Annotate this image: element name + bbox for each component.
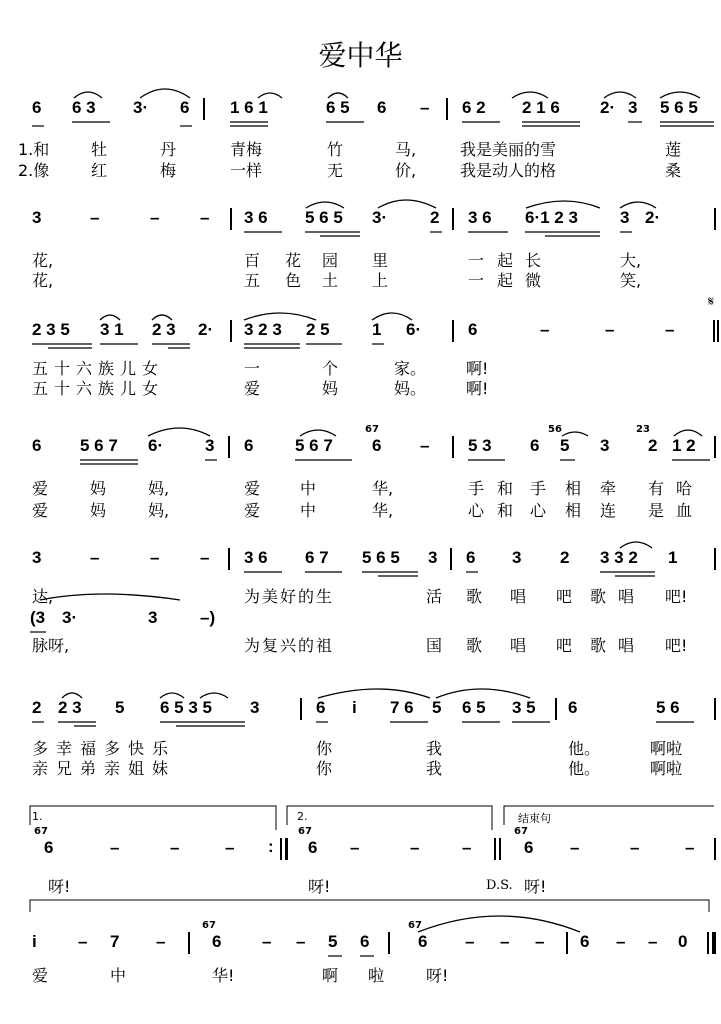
note: i: [32, 932, 37, 951]
lyric: 土: [322, 271, 339, 290]
final-barline-thick: [712, 932, 716, 954]
staff-system-5: [0, 548, 721, 588]
lyrics-verse-2: [0, 756, 721, 778]
note-group: 3 6: [468, 208, 492, 227]
dash: –: [156, 932, 166, 951]
note-group: 6 5: [462, 698, 486, 717]
dash: –: [570, 838, 580, 857]
barline: [714, 698, 716, 720]
lyric: 唱: [510, 587, 527, 606]
note: 6: [44, 838, 54, 857]
lyric: 相: [565, 479, 582, 498]
note: 3: [600, 436, 610, 455]
lyric: 华,: [372, 501, 394, 520]
lyric: 啊!: [466, 359, 489, 378]
note: 6: [212, 932, 222, 951]
note: 5: [432, 698, 442, 717]
lyric: 你: [316, 739, 333, 758]
lyric: 妈: [322, 379, 339, 398]
staff-system-7: [0, 826, 721, 878]
lyric: 一: [468, 271, 485, 290]
note-group: 5 6 5: [305, 208, 343, 227]
dash: –: [90, 548, 100, 567]
lyric: 我是美丽的雪: [460, 140, 557, 159]
lyric: 爱: [244, 479, 261, 498]
grace-note: 67: [34, 826, 48, 837]
lyric: 价,: [395, 161, 417, 180]
lyric: 爱: [32, 479, 49, 498]
lyric: 他。: [568, 739, 601, 758]
note: 6: [580, 932, 590, 951]
lyric: 妈: [90, 501, 107, 520]
note-group: 5 6 5: [660, 98, 698, 117]
note: 3: [148, 608, 158, 627]
dash: –: [605, 320, 615, 339]
lyric: 心: [530, 501, 547, 520]
note: 3: [628, 98, 638, 117]
staff-system-4: [0, 424, 721, 476]
dash: –: [150, 208, 160, 227]
dash: –: [648, 932, 658, 951]
lyric: 马,: [395, 140, 417, 159]
lyric: 笑,: [620, 271, 642, 290]
lyric: 中: [110, 966, 127, 985]
note: 6: [466, 548, 476, 567]
segno-sign: 𝄋: [708, 294, 715, 310]
note-group: 5 6 7: [295, 436, 333, 455]
dash: –: [150, 548, 160, 567]
lyric: 歌: [466, 587, 483, 606]
grace-note: 67: [365, 424, 379, 435]
lyric: 你: [316, 759, 333, 778]
note-group: 3 6: [244, 548, 268, 567]
barline: [300, 698, 302, 720]
note-group: 5 6: [656, 698, 680, 717]
lyrics-verse-2: [0, 498, 721, 520]
barline: [714, 838, 716, 860]
lyric: 妈。: [394, 379, 427, 398]
note: 3: [32, 548, 42, 567]
lyric: 多幸福多快乐: [32, 739, 177, 758]
note: (3: [30, 608, 46, 627]
barline: [499, 838, 501, 860]
dash: –: [630, 838, 640, 857]
lyric: 连: [600, 501, 617, 520]
lyric: 唱: [618, 587, 635, 606]
lyric: 是: [648, 501, 665, 520]
lyric: 妈,: [148, 479, 170, 498]
note: 6: [32, 436, 42, 455]
grace-note: 56: [548, 424, 562, 435]
note-group: 1 2: [672, 436, 696, 455]
note: 6: [530, 436, 540, 455]
lyric: 呀!: [308, 877, 331, 896]
note: 6·: [148, 436, 164, 455]
barline: [188, 932, 190, 954]
lyric: 他。: [568, 759, 601, 778]
lyric: 微: [525, 271, 542, 290]
staff-system-1: [0, 98, 721, 138]
lyric: 唱: [510, 636, 527, 655]
barline: [228, 548, 230, 570]
lyrics-verse-2: [0, 633, 721, 655]
grace-note: 67: [202, 920, 216, 931]
dash: –: [462, 838, 472, 857]
lyric: 和: [497, 479, 514, 498]
barline: [450, 548, 452, 570]
lyric: 家。: [394, 359, 427, 378]
note: i: [352, 698, 357, 717]
lyric: 歌: [590, 636, 607, 655]
lyric: 歌: [590, 587, 607, 606]
lyric: 梅: [160, 161, 177, 180]
lyric: 桑: [665, 161, 682, 180]
lyric: 手: [530, 479, 547, 498]
lyric: 长: [525, 251, 542, 270]
lyrics-verse-1: [0, 736, 721, 758]
lyric: 相: [565, 501, 582, 520]
note-group: 5 6 5: [362, 548, 400, 567]
lyric: 妈,: [148, 501, 170, 520]
note-group: 3 5: [512, 698, 536, 717]
lyric: 花,: [32, 271, 54, 290]
lyric: 血: [676, 501, 693, 520]
dash: –: [420, 98, 430, 117]
lyric: 五十六族儿女: [32, 379, 165, 398]
note-group: 2 3: [152, 320, 176, 339]
barline: [388, 932, 390, 954]
lyric: 牵: [600, 479, 617, 498]
verse-label: 1.和: [18, 140, 50, 159]
lyric: 为美好的生: [244, 587, 335, 606]
lyric: 爱: [32, 501, 49, 520]
barline: [714, 208, 716, 230]
volta-label-coda: 结束句: [518, 812, 551, 825]
lyric: 五十六族儿女: [32, 359, 165, 378]
lyric: 脉呀,: [32, 636, 70, 655]
barline: [230, 208, 232, 230]
dash: –: [170, 838, 180, 857]
note: 5: [328, 932, 338, 951]
note-group: 1 6 1: [230, 98, 268, 117]
staff-system-6: [0, 698, 721, 738]
lyric: 吧!: [665, 636, 688, 655]
lyric: 哈: [676, 479, 693, 498]
note: 3: [250, 698, 260, 717]
lyric: 爱: [32, 966, 49, 985]
lyric: 吧: [556, 587, 573, 606]
repeat-end-sign: :: [268, 837, 274, 856]
dash: –: [410, 838, 420, 857]
lyric: 吧!: [665, 587, 688, 606]
note: 2: [430, 208, 440, 227]
lyric: 花: [285, 251, 302, 270]
note: 3: [32, 208, 42, 227]
barline: [714, 436, 716, 458]
lyric: 为复兴的祖: [244, 636, 335, 655]
barline: [555, 698, 557, 720]
note-group: 3 2 3: [244, 320, 282, 339]
lyric: 里: [372, 251, 389, 270]
dash: –: [200, 208, 210, 227]
lyric: 百: [244, 251, 261, 270]
dash: –: [350, 838, 360, 857]
note: 2: [32, 698, 42, 717]
lyric: 呀!: [426, 966, 449, 985]
dash: –: [78, 932, 88, 951]
dash: –: [540, 320, 550, 339]
note: 2: [560, 548, 570, 567]
note: 6: [32, 98, 42, 117]
note-group: 6 7: [305, 548, 329, 567]
note: 6: [360, 932, 370, 951]
note-group: 2 5: [306, 320, 330, 339]
note: 6: [418, 932, 428, 951]
dash: –: [665, 320, 675, 339]
note: 1: [372, 320, 382, 339]
lyrics-verse-2: [0, 158, 721, 180]
note-group: 5 3: [468, 436, 492, 455]
final-barline-thin: [707, 932, 709, 954]
lyric: 爱: [244, 501, 261, 520]
note: 3: [620, 208, 630, 227]
note: 6: [377, 98, 387, 117]
note: 3·: [372, 208, 388, 227]
note: –): [200, 608, 216, 627]
lyric: 妈: [90, 479, 107, 498]
lyric: 国: [426, 636, 443, 655]
dash: –: [420, 436, 430, 455]
note: 6: [308, 838, 318, 857]
barline: [446, 98, 448, 120]
lyric: 我是动人的格: [460, 161, 557, 180]
barline: [280, 838, 282, 860]
lyric: 我: [426, 759, 443, 778]
barline: [228, 436, 230, 458]
lyric: 牡: [91, 140, 108, 159]
note-group: 6 5: [326, 98, 350, 117]
note-group: 6 3: [72, 98, 96, 117]
note: 7: [110, 932, 120, 951]
lyrics-verse-2: [0, 268, 721, 290]
dash: –: [535, 932, 545, 951]
note: 1: [668, 548, 678, 567]
note: 6: [524, 838, 534, 857]
volta-label-2: 2.: [297, 810, 308, 823]
dash: –: [90, 208, 100, 227]
lyrics-verse-1: [0, 584, 721, 606]
lyric: 吧: [556, 636, 573, 655]
note: 2·: [645, 208, 661, 227]
lyric: 心: [468, 501, 485, 520]
note-group: 2 3: [58, 698, 82, 717]
dash: –: [225, 838, 235, 857]
barline: [285, 838, 288, 860]
grace-note: 67: [298, 826, 312, 837]
lyric: 呀!: [48, 877, 71, 896]
barline: [452, 436, 454, 458]
lyric: 五: [244, 271, 261, 290]
lyric: 上: [372, 271, 389, 290]
lyric: 我: [426, 739, 443, 758]
lyric: 啊啦: [650, 759, 683, 778]
barline: [203, 98, 205, 120]
barline: [713, 320, 715, 342]
lyric: 红: [91, 161, 108, 180]
dash: –: [616, 932, 626, 951]
lyrics-verse-1: [0, 248, 721, 270]
staff-system-3: [0, 294, 721, 360]
barline: [717, 320, 719, 342]
lyric: 唱: [618, 636, 635, 655]
lyric: 色: [285, 271, 302, 290]
note-group: 6 2: [462, 98, 486, 117]
verse-label: 2.像: [18, 161, 50, 180]
lyric: 竹: [327, 140, 344, 159]
note-group: 7 6: [390, 698, 414, 717]
grace-note: 23: [636, 424, 650, 435]
note: 3: [205, 436, 215, 455]
note-group: 6·1 2 3: [525, 208, 578, 227]
dash: –: [685, 838, 695, 857]
lyric: 达,: [32, 587, 54, 606]
note: 6: [568, 698, 578, 717]
lyric: 华!: [212, 966, 235, 985]
note-group: 3 3 2: [600, 548, 638, 567]
grace-note: 67: [408, 920, 422, 931]
lyric: 啊: [322, 966, 339, 985]
note: 6: [468, 320, 478, 339]
lyrics-verse-1: [0, 137, 721, 159]
note: 3: [428, 548, 438, 567]
dash: –: [500, 932, 510, 951]
lyric: 莲: [665, 140, 682, 159]
lyric: 园: [322, 251, 339, 270]
lyric: 活: [426, 587, 443, 606]
dal-segno-mark: D.S.: [486, 878, 513, 893]
lyric: 呀!: [524, 877, 547, 896]
grace-note: 67: [514, 826, 528, 837]
note-group: 6 5 3 5: [160, 698, 212, 717]
lyrics-verse-1: [0, 476, 721, 498]
note: 6: [180, 98, 190, 117]
note-group: 2 1 6: [522, 98, 560, 117]
note: 6: [316, 698, 326, 717]
barline: [230, 320, 232, 342]
lyric: 中: [300, 501, 317, 520]
dash: –: [200, 548, 210, 567]
note: 3·: [62, 608, 78, 627]
lyric: 丹: [160, 140, 177, 159]
barline: [452, 208, 454, 230]
lyric: 有: [648, 479, 665, 498]
lyric: 啊!: [466, 379, 489, 398]
note: 6: [244, 436, 254, 455]
lyric: 无: [327, 161, 344, 180]
barline: [494, 838, 496, 860]
lyric: 个: [322, 359, 339, 378]
lyric: 爱: [244, 379, 261, 398]
note-group: 2 3 5: [32, 320, 70, 339]
note: 3: [512, 548, 522, 567]
note: 2·: [198, 320, 214, 339]
lyric: 歌: [466, 636, 483, 655]
volta-label-1: 1.: [32, 810, 43, 823]
lyrics-final: [0, 963, 721, 985]
song-title: 爱中华: [318, 39, 403, 72]
note: 2·: [600, 98, 616, 117]
lyric: 一: [468, 251, 485, 270]
lyric: 一: [244, 359, 261, 378]
barline: [452, 320, 454, 342]
dash: –: [110, 838, 120, 857]
lyric: 手: [468, 479, 485, 498]
barline: [566, 932, 568, 954]
lyric: 起: [497, 251, 514, 270]
note: 5: [560, 436, 570, 455]
lyric: 一样: [230, 161, 263, 180]
note: 3·: [133, 98, 149, 117]
barline: [714, 548, 716, 570]
lyric: 啦: [368, 966, 385, 985]
lyric: 花,: [32, 251, 54, 270]
lyric: 大,: [620, 251, 642, 270]
dash: –: [465, 932, 475, 951]
lyric: 啊啦: [650, 739, 683, 758]
note: 2: [648, 436, 658, 455]
lyric: 青梅: [230, 140, 263, 159]
note: 0: [678, 932, 688, 951]
lyric: 起: [497, 271, 514, 290]
lyric: 华,: [372, 479, 394, 498]
lyric: 中: [300, 479, 317, 498]
note-group: 3 6: [244, 208, 268, 227]
dash: –: [262, 932, 272, 951]
note: 6: [372, 436, 382, 455]
lyrics-verse-2: [0, 376, 721, 398]
note-group: 5 6 7: [80, 436, 118, 455]
lyric: 和: [497, 501, 514, 520]
note: 6·: [406, 320, 422, 339]
dash: –: [296, 932, 306, 951]
lyrics-verse-1: [0, 356, 721, 378]
staff-system-2: [0, 208, 721, 248]
note-group: 3 1: [100, 320, 124, 339]
lyrics-endings: [0, 874, 721, 896]
lyric: 亲兄弟亲姐妹: [32, 759, 177, 778]
note: 5: [115, 698, 125, 717]
